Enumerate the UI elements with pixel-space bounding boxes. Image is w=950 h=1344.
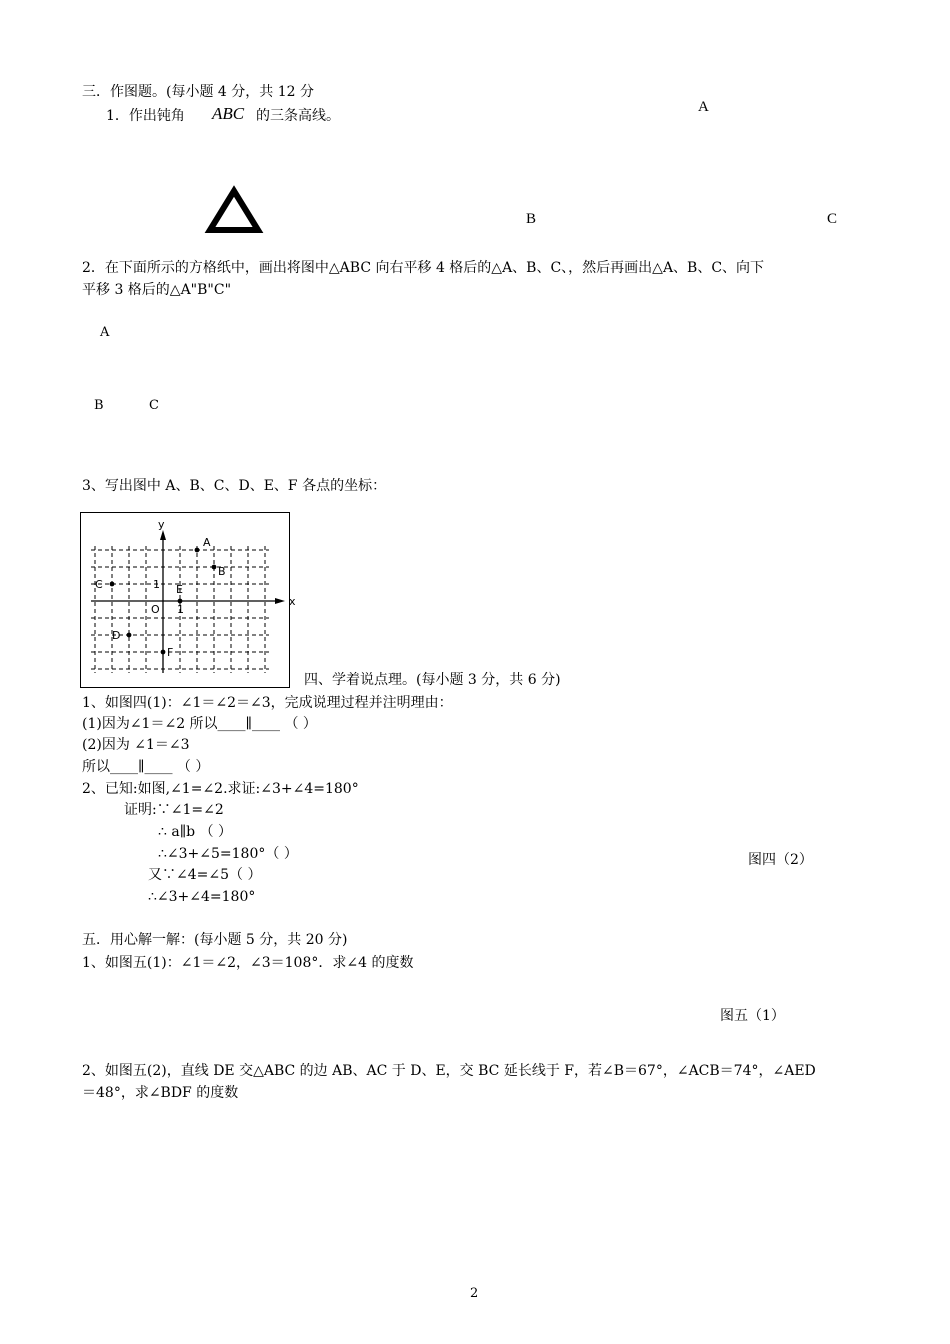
s4-q2-line2: 证明:∵∠1=∠2 <box>124 802 224 818</box>
triangle-icon <box>206 186 262 234</box>
s4-q2-line5: 又∵∠4=∠5（ ） <box>148 867 262 883</box>
x-axis-arrow-icon <box>275 598 285 604</box>
section3-heading: 三．作图题。(每小题 4 分，共 12 分 <box>82 84 314 100</box>
point-label-a: A <box>203 536 211 549</box>
q1-label-c: C <box>827 211 838 227</box>
section4-heading: 四、学着说点理。(每小题 3 分，共 6 分) <box>304 672 561 688</box>
s4-q2-line6: ∴∠3+∠4=180° <box>148 889 256 905</box>
s4-q1-line4: 所以____∥____ （ ） <box>82 759 210 775</box>
fig5-1-label: 图五（1） <box>720 1008 785 1024</box>
s4-q2-line4: ∴∠3+∠5=180°（ ） <box>158 846 298 862</box>
s4-q2-line1: 2、已知:如图,∠1=∠2.求证:∠3+∠4=180° <box>82 781 359 797</box>
point-label-d: D <box>112 629 121 642</box>
point-label-b: B <box>218 565 226 578</box>
q1-variable: ABC <box>212 104 245 123</box>
coordinate-figure <box>80 512 296 688</box>
point-e <box>178 599 183 604</box>
point-a <box>195 548 200 553</box>
section5-heading: 五．用心解一解：(每小题 5 分，共 20 分) <box>82 932 348 948</box>
q1-label-b: B <box>526 211 537 227</box>
q2-label-b: B <box>94 398 104 413</box>
point-b <box>212 565 217 570</box>
point-f <box>161 650 166 655</box>
s5-q1-text: 1、如图五(1)：∠1＝∠2，∠3＝108°．求∠4 的度数 <box>82 955 414 971</box>
s5-q2-line2: ＝48°，求∠BDF 的度数 <box>82 1085 239 1101</box>
point-label-f: F <box>167 646 174 659</box>
page-number: 2 <box>470 1286 479 1301</box>
s4-q1-line1: 1、如图四(1)：∠1＝∠2＝∠3，完成说理过程并注明理由： <box>82 695 453 711</box>
point-label-e: E <box>176 583 183 596</box>
q2-label-a: A <box>100 325 110 340</box>
q2-line2: 平移 3 格后的△A"B"C" <box>82 282 232 298</box>
s4-q1-line3: (2)因为 ∠1＝∠3 <box>82 737 190 753</box>
q3-text: 3、写出图中 A、B、C、D、E、F 各点的坐标： <box>82 478 387 494</box>
q1-suffix: 的三条高线。 <box>256 108 340 124</box>
fig4-2-label: 图四（2） <box>748 852 813 868</box>
x-axis-label: x <box>289 595 296 608</box>
q2-label-c: C <box>149 398 159 413</box>
point-c <box>110 582 115 587</box>
s4-q2-line3: ∴ a∥b （ ） <box>158 824 233 840</box>
q2-line1: 2．在下面所示的方格纸中，画出将图中△ABC 向右平移 4 格后的△A、B、C、，然后再画出△A、B、C、向下 <box>82 260 765 276</box>
y-axis-arrow-icon <box>160 530 166 540</box>
s5-q2-line1: 2、如图五(2)，直线 DE 交△ABC 的边 AB、AC 于 D、E，交 BC 延长线于 F，若∠B＝67°，∠ACB＝74°，∠AED <box>82 1063 816 1079</box>
y-axis-label: y <box>158 518 165 531</box>
point-label-c: C <box>95 578 103 591</box>
coordinate-plane <box>81 513 296 687</box>
point-d <box>127 633 132 638</box>
unit-y-label: 1 <box>153 578 160 591</box>
q1-prefix: 1．作出钝角 <box>106 108 185 124</box>
s4-q1-line2: (1)因为∠1＝∠2 所以____∥____ （ ） <box>82 716 317 732</box>
origin-label: O <box>151 603 160 616</box>
q1-label-a: A <box>698 99 709 115</box>
unit-x-label: 1 <box>177 603 184 616</box>
